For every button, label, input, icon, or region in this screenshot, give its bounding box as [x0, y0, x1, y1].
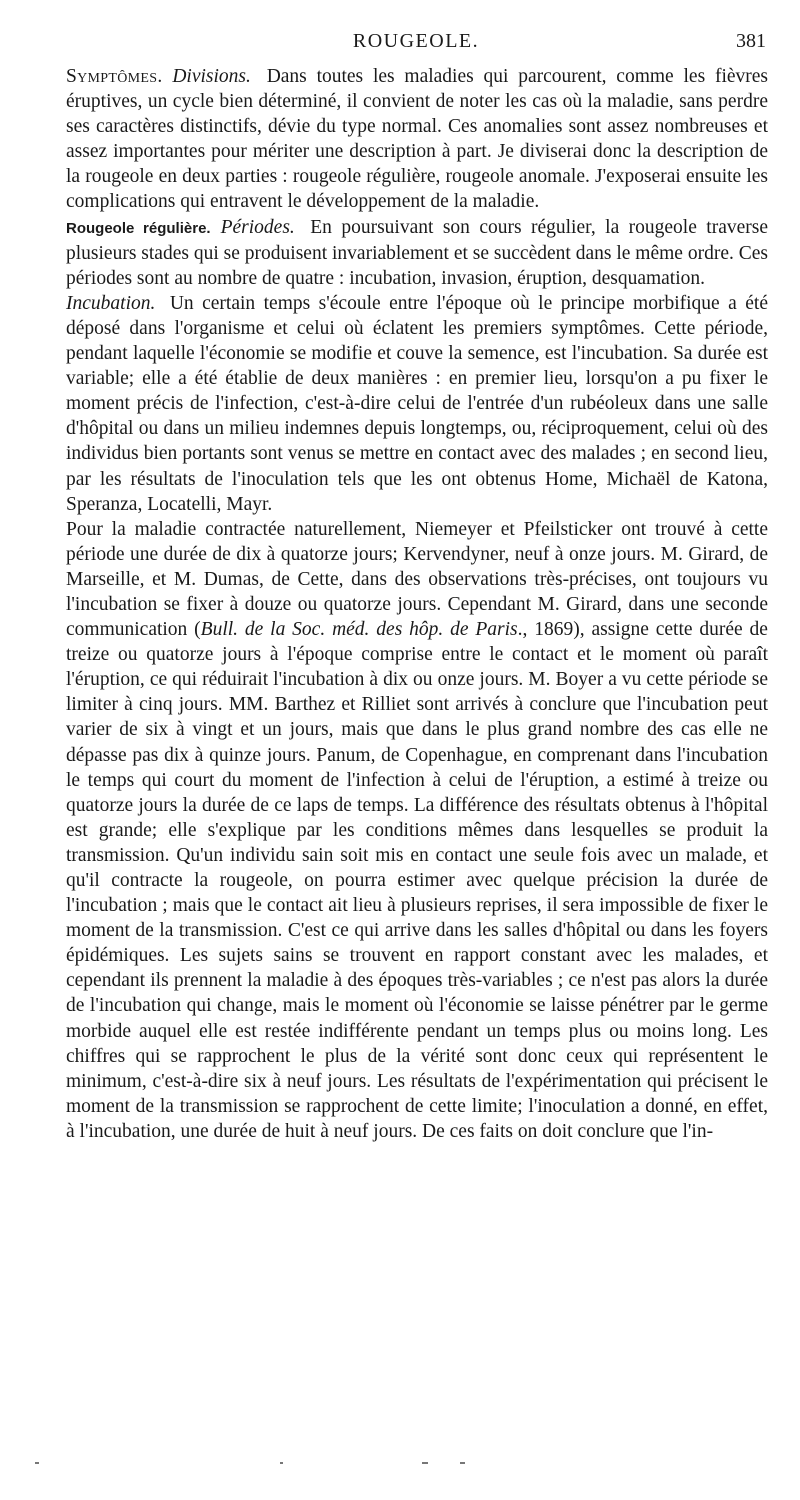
paragraph-maladie-contractee [66, 517, 768, 1144]
paragraph-rougeole-reguliere [66, 215, 768, 291]
paragraph-text: ., 1869), assigne cette durée de treize ou quatorze jours à l'époque comprise entre le contact et le moment où paraît l'éruption, ce qui réduirait l'incubation à dix ou onze jours. M. Boyer a vu cette période se limiter à cinq jours. MM. Barthez et Rilliet sont arrivés à conclure que l'incubation peut varier de six à vingt et un jours, mais que dans le plus grand nombre des cas elle ne dépasse pas dix à quinze jours. Panum, de Copenhague, en comprenant dans l'incubation le temps qui court du moment de l'infection à celui de l'éruption, a estimé à treize ou quatorze jours la durée de ce laps de temps. La différence des résultats obtenus à l'hôpital est grande; elle s'explique par les conditions mêmes dans lesquelles se produit la transmission. Qu'un individu sain soit mis en contact une seule fois avec un malade, et qu'il contracte la rougeole, on pourra estimer avec quelque précision la durée de l'incubation ; mais que le contact ait lieu à plusieurs reprises, il sera impossible de fixer le moment de la transmission. C'est ce qui arrive dans les salles d'hôpital ou dans les foyers épidémiques. Les sujets sains se trouvent en rapport constant avec les malades, et cependant ils prennent la maladie à des époques très-variables ; ce n'est pas alors la durée de l'incubation qui change, mais le moment où l'économie se laisse pénétrer par le germe morbide auquel elle est restée indifférente pendant un temps plus ou moins long. Les chiffres qui se rapprochent le plus de la vérité sont donc ceux qui représentent le minimum, c'est-à-dire six à neuf jours. Les résultats de l'expérimentation qui précisent le moment de la transmission se rapprochent de cette limite; l'inoculation a donné, en effet, à l'incubation, une durée de huit à neuf jours. De ces faits on doit conclure que l'in- [66, 619, 768, 1142]
paragraph-incubation [66, 291, 768, 517]
runin-heading-divisions: Divisions. [172, 66, 251, 87]
body-text [66, 64, 768, 1144]
footer-scan-marks [30, 1462, 770, 1472]
paragraph-text: Pour la maladie contractée naturellement, Niemeyer et Pfeilsticker ont trouvé à cette période une durée de dix à quatorze jours; Kervendyner, neuf à onze jours. M. Girard, de Marseille, et M. Dumas, de Cette, dans des observations très-précises, ont toujours vu l'incubation se fixer à douze ou quatorze jours. Cependant M. Girard, dans une seconde communication ( [66, 518, 768, 641]
paragraph-text: Un certain temps s'écoule entre l'époque où le principe morbifique a été déposé dans l'organisme et celui où éclatent les premiers symptômes. Cette période, pendant laquelle l'économie se modifie et couve la semence, est l'incubation. Sa durée est variable; elle a été établie de deux manières : en premier lieu, lorsqu'on a pu fixer le moment précis de l'infection, c'est-à-dire celui de l'entrée d'un rubéoleux dans une salle d'hôpital ou dans un milieu indemnes depuis longtemps, ou, réciproquement, celui où des individus bien portants sont venus se mettre en contact avec des malades ; en second lieu, par les résultats de l'inoculation tels que les ont obtenus Home, Michaël de Katona, Speranza, Locatelli, Mayr. [66, 292, 768, 515]
paragraph-text: Dans toutes les maladies qui parcourent, comme les fièvres éruptives, un cycle bien déterminé, il convient de noter les cas où la maladie, sans perdre ses caractères distinctifs, dévie du type normal. Ces anomalies sont assez nombreuses et assez importantes pour mériter une description à part. Je diviserai donc la description de la rougeole en deux parties : rougeole régulière, rougeole anomale. J'exposerai ensuite les complications qui entravent le développement de la maladie. [66, 66, 769, 213]
page-header [66, 30, 766, 60]
running-title: ROUGEOLE. [352, 30, 480, 52]
runin-heading-incubation: Incubation. [66, 292, 156, 314]
paragraph-symptomes [66, 64, 768, 215]
citation: Bull. de la Soc. méd. des hôp. de Paris [200, 619, 518, 641]
section-lead-rougeole-reguliere: Rougeole régulière. [66, 219, 211, 237]
section-lead-symptomes: Symptômes. [66, 66, 163, 87]
page-number: 381 [736, 30, 766, 52]
runin-heading-periodes: Périodes. [220, 216, 295, 238]
paragraph-text: En poursuivant son cours régulier, la rougeole traverse plusieurs stades qui se produisent invariablement et se succèdent dans le même ordre. Ces périodes sont au nombre de quatre : incubation, invasion, éruption, desquamation. [66, 216, 769, 289]
